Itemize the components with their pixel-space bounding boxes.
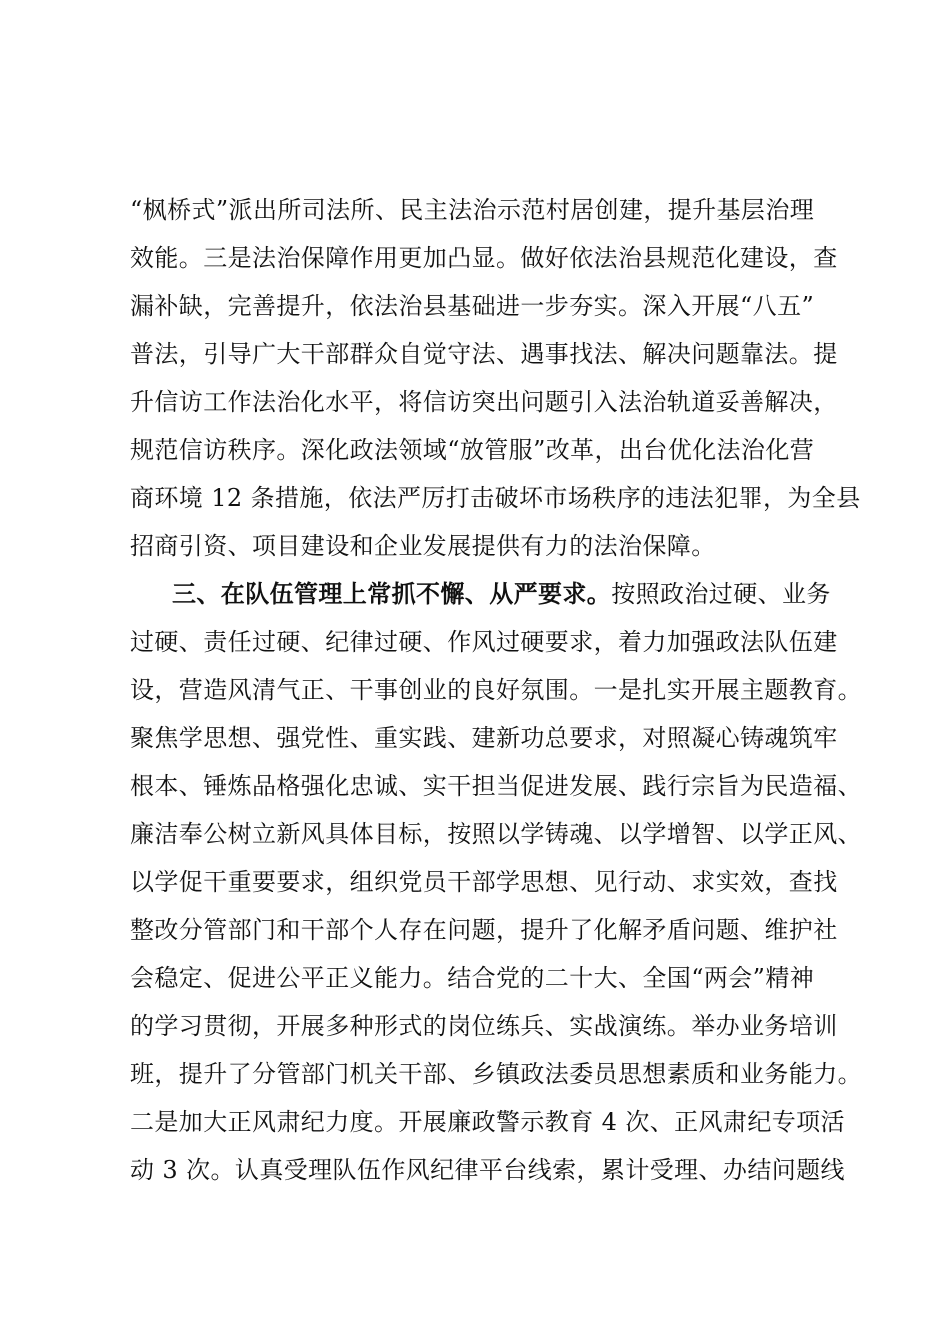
- text-line: 漏补缺，完善提升，依法治县基础进一步夯实。深入开展“八五”: [130, 292, 815, 320]
- section-heading: 三、在队伍管理上常抓不懈、从严要求。: [172, 580, 612, 608]
- text-line: 设，营造风清气正、干事创业的良好氛围。一是扎实开展主题教育。: [130, 676, 862, 704]
- text-line: 廉洁奉公树立新风具体目标，按照以学铸魂、以学增智、以学正风、: [130, 820, 862, 848]
- text-line: 招商引资、项目建设和企业发展提供有力的法治保障。: [130, 532, 716, 560]
- text-line: 班，提升了分管部门机关干部、乡镇政法委员思想素质和业务能力。: [130, 1060, 862, 1088]
- text-line: 普法，引导广大干部群众自觉守法、遇事找法、解决问题靠法。提: [130, 340, 838, 368]
- text-line: 升信访工作法治化水平，将信访突出问题引入法治轨道妥善解决，: [130, 388, 838, 416]
- text-line: 聚焦学思想、强党性、重实践、建新功总要求，对照凝心铸魂筑牢: [130, 724, 838, 752]
- text-line: 二是加大正风肃纪力度。开展廉政警示教育 4 次、正风肃纪专项活: [130, 1108, 845, 1136]
- text-line: “枫桥式”派出所司法所、民主法治示范村居创建，提升基层治理: [130, 196, 815, 224]
- text-line: 会稳定、促进公平正义能力。结合党的二十大、全国“两会”精神: [130, 964, 815, 992]
- text-line: 效能。三是法治保障作用更加凸显。做好依法治县规范化建设，查: [130, 244, 838, 272]
- text-line: 过硬、责任过硬、纪律过硬、作风过硬要求，着力加强政法队伍建: [130, 628, 838, 656]
- text-line: 的学习贯彻，开展多种形式的岗位练兵、实战演练。举办业务培训: [130, 1012, 838, 1040]
- text-line: 动 3 次。认真受理队伍作风纪律平台线索，累计受理、办结问题线: [130, 1156, 845, 1184]
- paragraph-legal-safeguard: [130, 186, 861, 570]
- paragraph-first-line: [130, 570, 840, 618]
- text-line: 规范信访秩序。深化政法领域“放管服”改革，出台优化法治化营: [130, 436, 815, 464]
- text-run: 按照政治过硬、业务: [611, 580, 831, 608]
- text-line: 以学促干重要要求，组织党员干部学思想、见行动、求实效，查找: [130, 868, 838, 896]
- paragraph-team-management: [130, 570, 862, 1194]
- document-page: [130, 186, 862, 1194]
- text-line: 根本、锤炼品格强化忠诚、实干担当促进发展、践行宗旨为民造福、: [130, 772, 862, 800]
- text-line: 整改分管部门和干部个人存在问题，提升了化解矛盾问题、维护社: [130, 916, 838, 944]
- text-line: 商环境 12 条措施，依法严厉打击破坏市场秩序的违法犯罪，为全县: [130, 484, 861, 512]
